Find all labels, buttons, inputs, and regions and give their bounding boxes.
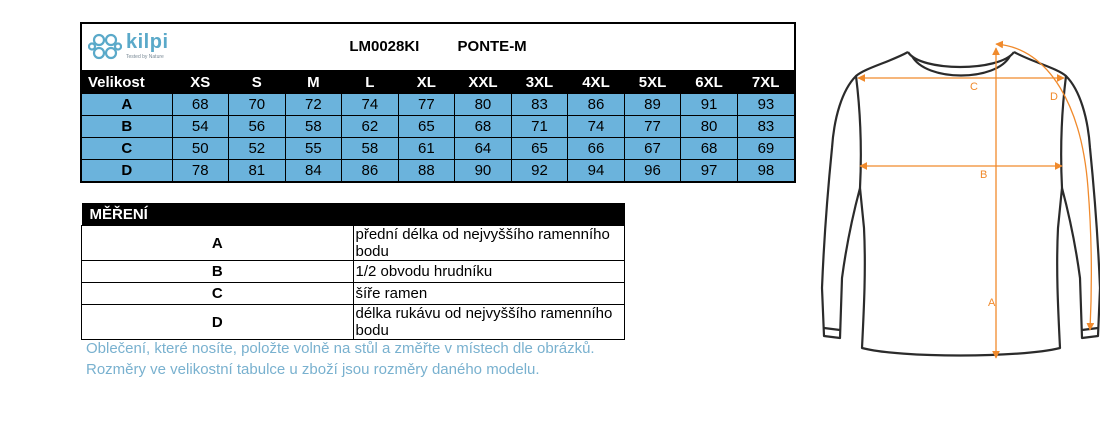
table-cell: 83 bbox=[737, 116, 794, 138]
table-row bbox=[82, 160, 794, 182]
row-label: A bbox=[82, 94, 172, 116]
size-col-header: XS bbox=[172, 71, 229, 94]
table-cell: 77 bbox=[398, 94, 455, 116]
table-cell: 58 bbox=[342, 138, 399, 160]
measurement-legend bbox=[81, 203, 625, 340]
table-cell: 93 bbox=[737, 94, 794, 116]
table-cell: 86 bbox=[342, 160, 399, 182]
brand-tagline: Tested by Nature bbox=[126, 54, 164, 60]
note-line: Oblečení, které nosíte, položte volně na stůl a změřte v místech dle obrázků. bbox=[86, 340, 595, 357]
legend-letter: A bbox=[82, 226, 354, 261]
table-cell: 61 bbox=[398, 138, 455, 160]
legend-description: přední délka od nejvyššího ramenního bodu bbox=[353, 226, 625, 261]
table-cell: 65 bbox=[398, 116, 455, 138]
row-label: C bbox=[82, 138, 172, 160]
table-cell: 50 bbox=[172, 138, 229, 160]
size-col-header: M bbox=[285, 71, 342, 94]
shirt-outline bbox=[822, 52, 1100, 356]
row-label: B bbox=[82, 116, 172, 138]
table-title-row bbox=[82, 24, 794, 71]
legend-row bbox=[82, 283, 625, 305]
table-cell: 67 bbox=[624, 138, 681, 160]
table-cell: 91 bbox=[681, 94, 738, 116]
product-name: PONTE-M bbox=[457, 38, 527, 55]
table-cell: 71 bbox=[511, 116, 568, 138]
table-cell: 78 bbox=[172, 160, 229, 182]
table-cell: 74 bbox=[568, 116, 625, 138]
dimension-b-label: B bbox=[980, 169, 988, 181]
table-cell: 90 bbox=[455, 160, 512, 182]
table-cell: 77 bbox=[624, 116, 681, 138]
size-col-header: 3XL bbox=[511, 71, 568, 94]
size-header-row bbox=[82, 71, 794, 94]
table-cell: 65 bbox=[511, 138, 568, 160]
table-cell: 69 bbox=[737, 138, 794, 160]
legend-row bbox=[82, 261, 625, 283]
product-title bbox=[82, 38, 794, 55]
table-row bbox=[82, 116, 794, 138]
legend-row bbox=[82, 305, 625, 340]
table-cell: 66 bbox=[568, 138, 625, 160]
table-cell: 68 bbox=[681, 138, 738, 160]
table-cell: 62 bbox=[342, 116, 399, 138]
table-row bbox=[82, 138, 794, 160]
table-cell: 92 bbox=[511, 160, 568, 182]
legend-description: šíře ramen bbox=[353, 283, 625, 305]
table-cell: 54 bbox=[172, 116, 229, 138]
size-col-header: S bbox=[229, 71, 286, 94]
table-cell: 74 bbox=[342, 94, 399, 116]
table-cell: 83 bbox=[511, 94, 568, 116]
table-cell: 96 bbox=[624, 160, 681, 182]
legend-title: MĚŘENÍ bbox=[82, 203, 625, 226]
legend-description: 1/2 obvodu hrudníku bbox=[353, 261, 625, 283]
size-col-header: XXL bbox=[455, 71, 512, 94]
table-cell: 97 bbox=[681, 160, 738, 182]
table-cell: 68 bbox=[455, 116, 512, 138]
table-cell: 88 bbox=[398, 160, 455, 182]
table-cell: 55 bbox=[285, 138, 342, 160]
size-table bbox=[80, 22, 796, 183]
table-cell: 72 bbox=[285, 94, 342, 116]
dimension-d-label: D bbox=[1050, 91, 1058, 103]
size-col-header: L bbox=[342, 71, 399, 94]
table-cell: 68 bbox=[172, 94, 229, 116]
row-label: D bbox=[82, 160, 172, 182]
dimension-a-label: A bbox=[988, 297, 996, 309]
table-cell: 98 bbox=[737, 160, 794, 182]
table-cell: 80 bbox=[455, 94, 512, 116]
table-cell: 84 bbox=[285, 160, 342, 182]
legend-letter: C bbox=[82, 283, 354, 305]
table-cell: 89 bbox=[624, 94, 681, 116]
shirt-diagram bbox=[820, 38, 1100, 368]
legend-row bbox=[82, 226, 625, 261]
size-col-header: XL bbox=[398, 71, 455, 94]
size-col-header: 4XL bbox=[568, 71, 625, 94]
size-col-header: 5XL bbox=[624, 71, 681, 94]
measurement-notes bbox=[86, 338, 595, 380]
product-code: LM0028KI bbox=[349, 38, 420, 55]
table-cell: 52 bbox=[229, 138, 286, 160]
size-grid bbox=[82, 71, 794, 181]
table-row bbox=[82, 94, 794, 116]
brand-name: kilpi bbox=[126, 31, 169, 53]
table-cell: 64 bbox=[455, 138, 512, 160]
legend-letter: B bbox=[82, 261, 354, 283]
size-col-header: 7XL bbox=[737, 71, 794, 94]
dimension-d-line bbox=[996, 44, 1091, 330]
dimension-c-label: C bbox=[970, 81, 978, 93]
table-cell: 56 bbox=[229, 116, 286, 138]
legend-description: délka rukávu od nejvyššího ramenního bodu bbox=[353, 305, 625, 340]
size-col-header: 6XL bbox=[681, 71, 738, 94]
table-cell: 94 bbox=[568, 160, 625, 182]
table-cell: 80 bbox=[681, 116, 738, 138]
legend-letter: D bbox=[82, 305, 354, 340]
table-cell: 70 bbox=[229, 94, 286, 116]
table-cell: 86 bbox=[568, 94, 625, 116]
note-line: Rozměry ve velikostní tabulce u zboží jsou rozměry daného modelu. bbox=[86, 361, 540, 378]
table-cell: 58 bbox=[285, 116, 342, 138]
size-header-label: Velikost bbox=[82, 71, 172, 94]
table-cell: 81 bbox=[229, 160, 286, 182]
